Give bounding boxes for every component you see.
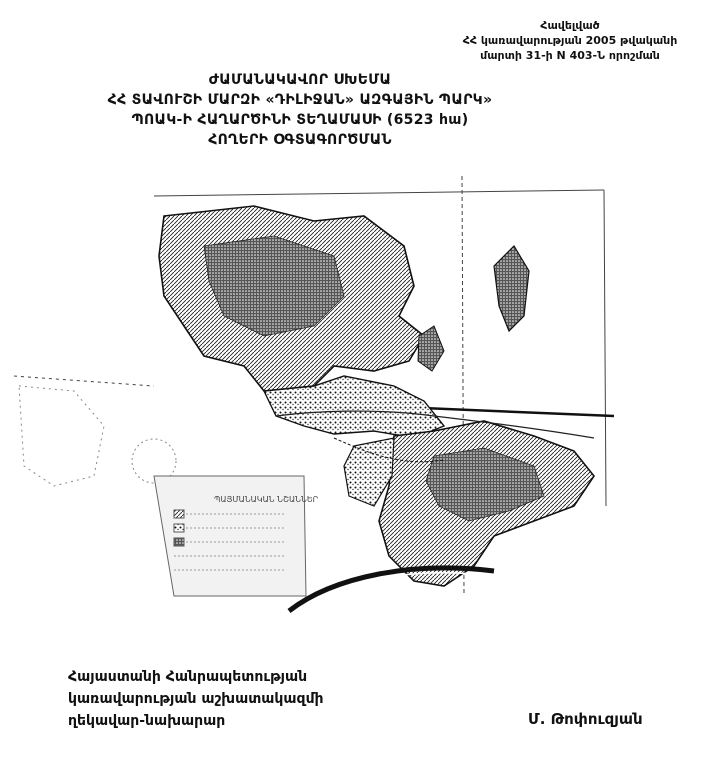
boundary-arc	[289, 568, 494, 611]
annex-note	[440, 18, 700, 63]
annex-line-2: ՀՀ կառավարության 2005 թվականի	[462, 34, 678, 47]
title-line-4: ՀՈՂԵՐԻ ՕԳՏԱԳՈՐԾՄԱՆ	[208, 132, 392, 148]
inset-detail	[418, 246, 529, 371]
territory-north	[159, 206, 424, 391]
signatory-line-1: Հայաստանի Հանրապետության	[68, 669, 308, 685]
title-line-1: ԺԱՄԱՆԱԿԱՎՈՐ ՍԽԵՄԱ	[208, 72, 392, 88]
stamp-marks	[19, 386, 176, 486]
annex-line-1: Հավելված	[540, 19, 600, 32]
signatory-name: Մ. Թոփուզյան	[528, 710, 643, 728]
annex-line-3: մարտի 31-ի N 403-Ն որոշման	[480, 49, 660, 62]
title-line-2: ՀՀ ՏԱՎՈՒՇԻ ՄԱՐԶԻ «ԴԻԼԻՋԱՆ» ԱԶԳԱՅԻՆ ՊԱՐԿ»	[107, 92, 493, 108]
document-title	[60, 70, 540, 150]
legend-label: ՊԱՅՄԱՆԱԿԱՆ ՆՇԱՆՆԵՐ	[214, 495, 319, 504]
territory-south	[344, 421, 594, 586]
signatory-line-2: կառավարության աշխատակազմի	[68, 691, 324, 707]
signatory-line-3: ղեկավար-նախարար	[68, 713, 226, 729]
title-line-3: ՊՈԱԿ-Ի ՀԱՂԱՐԾԻՆԻ ՏԵՂԱՄԱՍԻ (6523 հա)	[131, 112, 469, 128]
signatory-title	[68, 666, 324, 732]
map-legend	[154, 476, 319, 596]
land-use-map	[14, 176, 614, 622]
